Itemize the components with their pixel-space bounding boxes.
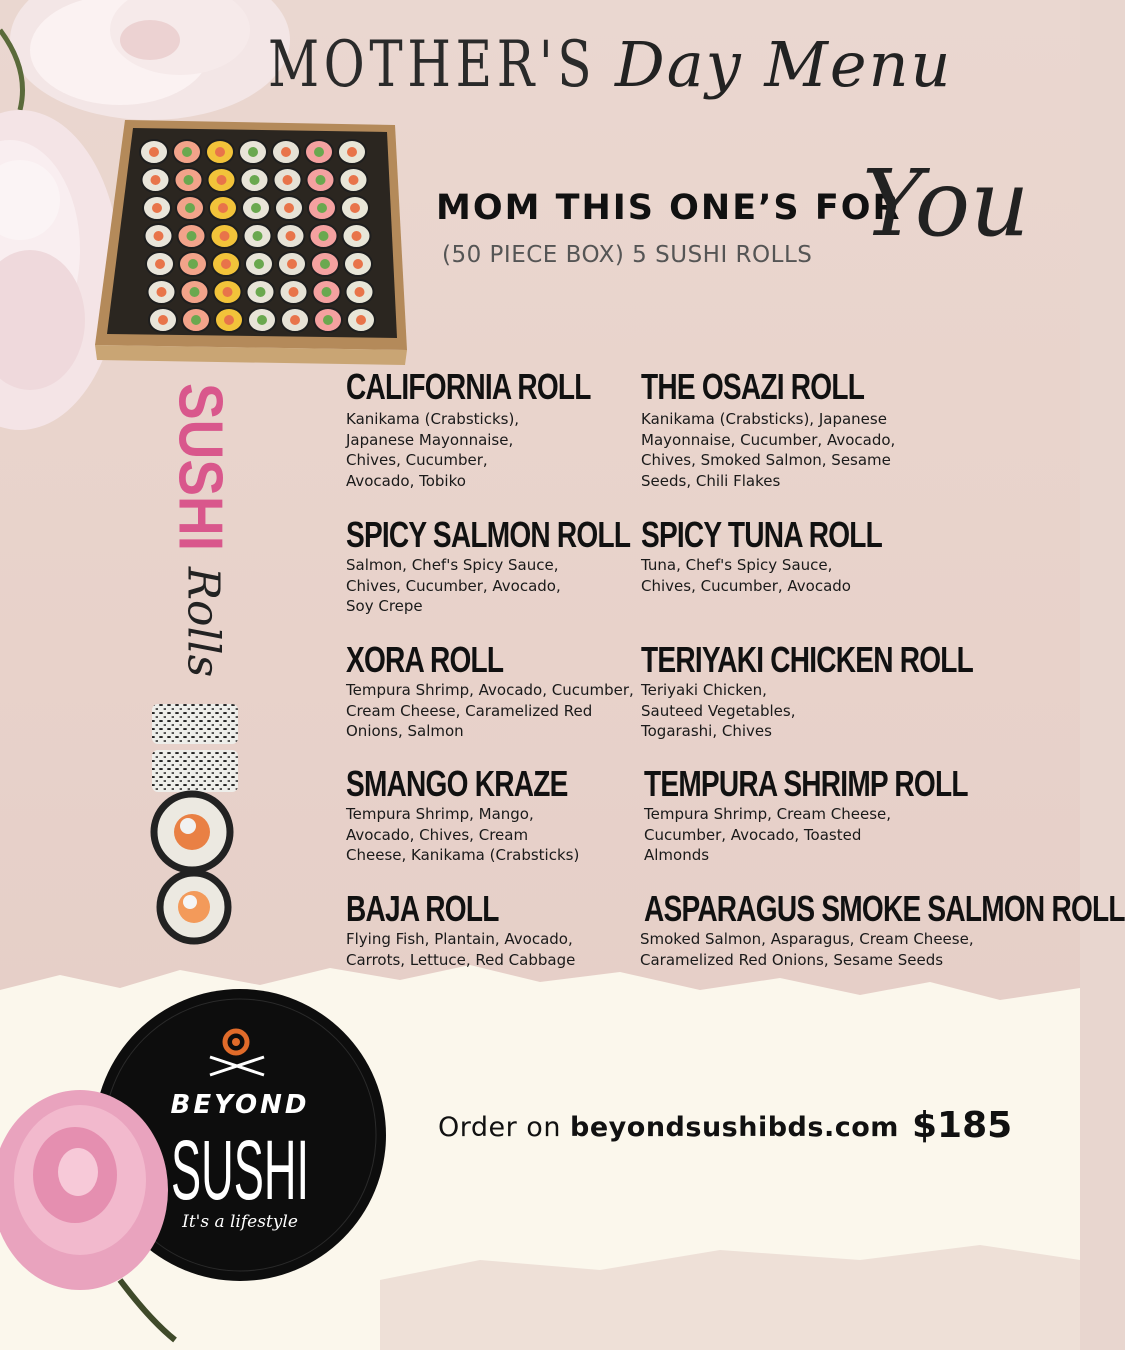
sushi-filling — [224, 315, 234, 325]
sushi-filling — [289, 287, 299, 297]
menu-title: MOTHER'S — [268, 28, 597, 102]
svg-text:SUSHI: SUSHI — [171, 1123, 309, 1217]
menu-item-title: ASPARAGUS SMOKE SALMON ROLL — [644, 888, 1125, 929]
sushi-vertical-label — [164, 382, 236, 573]
pink-peony-icon — [0, 1080, 175, 1350]
svg-text:Rolls: Rolls — [177, 566, 229, 678]
sushi-filling — [314, 147, 324, 157]
menu-item-description — [641, 555, 851, 596]
sushi-filling — [182, 147, 192, 157]
menu-item-title: THE OSAZI ROLL — [641, 366, 865, 407]
description-line: Almonds — [644, 846, 710, 865]
menu-item-description — [346, 409, 519, 491]
description-line: Chives, Cucumber, — [346, 451, 488, 470]
menu-item-title: SMANGO KRAZE — [346, 763, 568, 804]
description-line: Salmon, Chef's Spicy Sauce, — [346, 556, 559, 574]
description-line: Soy Crepe — [346, 597, 423, 616]
description-line: Japanese Mayonnaise, — [346, 430, 514, 449]
sushi-filling — [218, 203, 228, 213]
svg-text:It's a lifestyle: It's a lifestyle — [182, 1212, 298, 1232]
sushi-filling — [256, 287, 266, 297]
sushi-filling — [316, 175, 326, 185]
description-line: Seeds, Chili Flakes — [641, 471, 781, 490]
description-line: Flying Fish, Plantain, Avocado, — [346, 930, 573, 948]
description-line: Cheese, Kanikama (Crabsticks) — [346, 846, 580, 865]
menu-item-description — [644, 804, 891, 866]
sushi-filling — [185, 203, 195, 213]
menu-title-script: Day Menu — [615, 28, 953, 101]
description-line: Cream Cheese, Caramelized Red — [346, 701, 593, 720]
menu-item-title: CALIFORNIA ROLL — [346, 366, 591, 407]
sushi-filling — [284, 203, 294, 213]
description-line: Chives, Smoked Salmon, Sesame — [641, 451, 891, 470]
description-line: Cucumber, Avocado, Toasted — [644, 825, 862, 844]
sushi-filling — [217, 175, 227, 185]
sushi-filling — [152, 203, 162, 213]
svg-text:BEYOND: BEYOND — [170, 1090, 310, 1120]
sushi-filling — [151, 175, 161, 185]
sushi-filling — [281, 147, 291, 157]
sushi-filling — [323, 315, 333, 325]
sushi-box-image — [95, 120, 410, 365]
menu-item-title: TERIYAKI CHICKEN ROLL — [641, 639, 974, 680]
description-line: Tempura Shrimp, Avocado, Cucumber, — [346, 681, 634, 699]
sushi-filling — [188, 259, 198, 269]
menu-item-description — [346, 804, 579, 866]
description-line: Avocado, Chives, Cream — [346, 825, 529, 844]
rolls-vertical-label — [168, 560, 238, 685]
sushi-filling — [187, 231, 197, 241]
description-line: Kanikama (Crabsticks), Japanese — [641, 410, 887, 428]
sushi-filling — [350, 203, 360, 213]
sushi-filling — [251, 203, 261, 213]
tagline-script: You — [862, 150, 1030, 257]
sushi-rolls-image — [150, 702, 242, 942]
description-line: Togarashi, Chives — [641, 722, 772, 741]
sushi-filling — [149, 147, 159, 157]
price: $185 — [912, 1105, 1013, 1146]
menu-item-title: XORA ROLL — [346, 639, 504, 680]
sushi-filling — [287, 259, 297, 269]
description-line: Chives, Cucumber, Avocado — [641, 576, 851, 595]
sushi-filling — [190, 287, 200, 297]
menu-item-title: BAJA ROLL — [346, 888, 499, 929]
sushi-filling — [248, 147, 258, 157]
order-prefix: Order on — [438, 1112, 561, 1143]
description-line: Kanikama (Crabsticks), — [346, 410, 520, 428]
sushi-filling — [250, 175, 260, 185]
description-line: Chives, Cucumber, Avocado, — [346, 576, 561, 595]
menu-item-description — [346, 680, 634, 742]
menu-item-title: TEMPURA SHRIMP ROLL — [644, 763, 968, 804]
sushi-filling — [254, 259, 264, 269]
description-line: Caramelized Red Onions, Sesame Seeds — [640, 950, 944, 969]
sushi-filling — [221, 259, 231, 269]
sushi-filling — [319, 231, 329, 241]
sushi-filling — [257, 315, 267, 325]
description-line: Tempura Shrimp, Mango, — [346, 805, 534, 823]
sushi-filling — [253, 231, 263, 241]
order-website-link[interactable]: beyondsushibds.com — [570, 1112, 899, 1143]
description-line: Tempura Shrimp, Cream Cheese, — [644, 805, 892, 823]
menu-item-title: SPICY SALMON ROLL — [346, 514, 631, 555]
sushi-filling — [220, 231, 230, 241]
description-line: Smoked Salmon, Asparagus, Cream Cheese, — [640, 930, 974, 948]
sushi-filling — [356, 315, 366, 325]
sushi-filling — [223, 287, 233, 297]
sushi-filling — [215, 147, 225, 157]
menu-item-description — [641, 409, 895, 491]
menu-item-description — [640, 929, 974, 970]
sushi-filling — [317, 203, 327, 213]
menu-item-description — [346, 929, 575, 970]
order-text — [438, 1112, 899, 1143]
sushi-filling — [290, 315, 300, 325]
subtitle: (50 PIECE BOX) 5 SUSHI ROLLS — [442, 242, 813, 268]
menu-item-description — [641, 680, 796, 742]
description-line: Sauteed Vegetables, — [641, 701, 796, 720]
description-line: Tuna, Chef's Spicy Sauce, — [641, 556, 833, 574]
sushi-filling — [349, 175, 359, 185]
sushi-filling — [158, 315, 168, 325]
sushi-filling — [157, 287, 167, 297]
sushi-filling — [352, 231, 362, 241]
description-line: Mayonnaise, Cucumber, Avocado, — [641, 430, 896, 449]
tagline: MOM THIS ONE’S FOR — [436, 188, 902, 228]
description-line: Onions, Salmon — [346, 722, 464, 741]
sushi-filling — [283, 175, 293, 185]
sushi-filling — [320, 259, 330, 269]
sushi-filling — [347, 147, 357, 157]
description-line: Avocado, Tobiko — [346, 471, 466, 490]
description-line: Carrots, Lettuce, Red Cabbage — [346, 950, 576, 969]
description-line: Teriyaki Chicken, — [641, 681, 767, 699]
svg-text:SUSHI: SUSHI — [165, 383, 235, 573]
sushi-filling — [184, 175, 194, 185]
sushi-filling — [322, 287, 332, 297]
menu-item-description — [346, 555, 561, 617]
sushi-filling — [154, 231, 164, 241]
sushi-filling — [191, 315, 201, 325]
sushi-filling — [286, 231, 296, 241]
sushi-filling — [353, 259, 363, 269]
sushi-filling — [355, 287, 365, 297]
menu-item-title: SPICY TUNA ROLL — [641, 514, 883, 555]
sushi-filling — [155, 259, 165, 269]
